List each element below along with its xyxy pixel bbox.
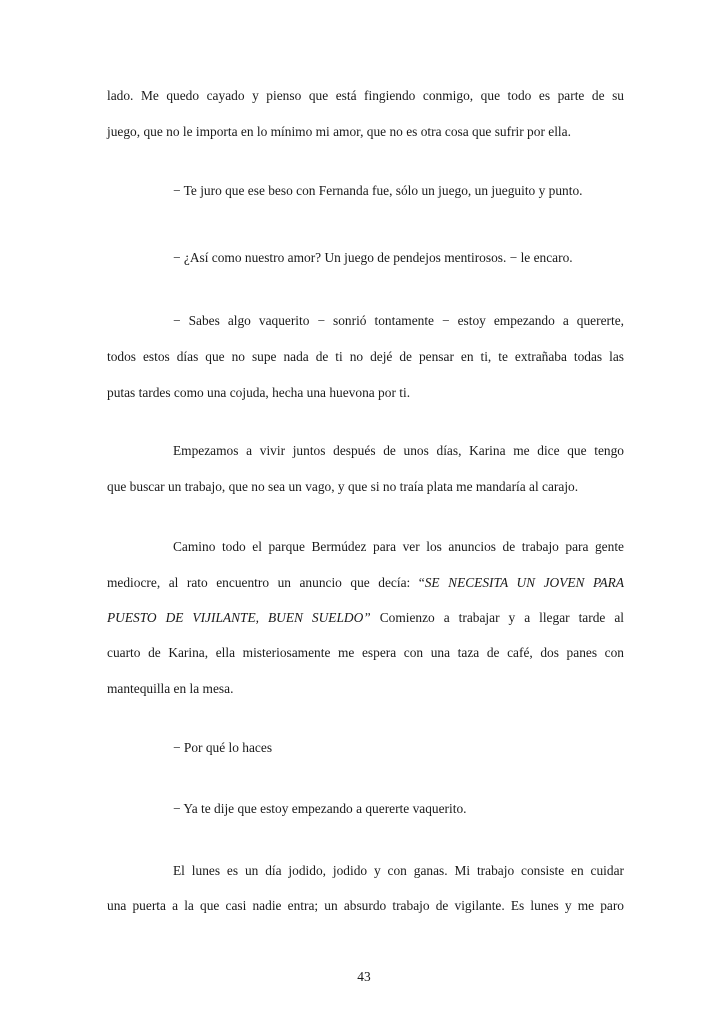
paragraph-4-line-2: todos estos días que no supe nada de ti no dejé de pensar en ti, te extrañaba todas las bbox=[107, 349, 624, 364]
paragraph-9-line-2: una puerta a la que casi nadie entra; un absurdo trabajo de vigilante. Es lunes y me paro bbox=[107, 898, 624, 913]
paragraph-9-line-1: El lunes es un día jodido, jodido y con ganas. Mi trabajo consiste en cuidar bbox=[173, 863, 624, 878]
paragraph-6-line-4: cuarto de Karina, ella misteriosamente me espera con una taza de café, dos panes con bbox=[107, 645, 624, 660]
paragraph-1-line-1: lado. Me quedo cayado y pienso que está fingiendo conmigo, que todo es parte de su bbox=[107, 88, 624, 103]
paragraph-6-line-1: Camino todo el parque Bermúdez para ver los anuncios de trabajo para gente bbox=[173, 539, 624, 554]
paragraph-6-line-2: mediocre, al rato encuentro un anuncio que decía: “SE NECESITA UN JOVEN PARA bbox=[107, 575, 625, 590]
ad-text-italic-2: PUESTO DE VIJILANTE, BUEN SUELDO” bbox=[107, 610, 371, 625]
ad-text-italic-1: SE NECESITA UN JOVEN PARA bbox=[424, 575, 625, 590]
paragraph-6-line-5: mantequilla en la mesa. bbox=[107, 681, 234, 696]
paragraph-1-line-2: juego, que no le importa en lo mínimo mi amor, que no es otra cosa que sufrir por ella. bbox=[107, 124, 571, 139]
paragraph-6-line-3: PUESTO DE VIJILANTE, BUEN SUELDO” Comienzo a trabajar y a llegar tarde al bbox=[107, 610, 624, 625]
paragraph-4-line-3: putas tardes como una cojuda, hecha una huevona por ti. bbox=[107, 385, 411, 400]
paragraph-2-line-1: − Te juro que ese beso con Fernanda fue, sólo un juego, un jueguito y punto. bbox=[173, 183, 583, 198]
paragraph-5-line-1: Empezamos a vivir juntos después de unos días, Karina me dice que tengo bbox=[173, 443, 624, 458]
paragraph-8-line-1: − Ya te dije que estoy empezando a quererte vaquerito. bbox=[173, 801, 467, 816]
page-number: 43 bbox=[357, 969, 371, 984]
paragraph-7-line-1: − Por qué lo haces bbox=[173, 740, 273, 755]
paragraph-4-line-1: − Sabes algo vaquerito − sonrió tontamente − estoy empezando a quererte, bbox=[173, 313, 624, 328]
paragraph-3-line-1: − ¿Así como nuestro amor? Un juego de pendejos mentirosos. − le encaro. bbox=[173, 250, 573, 265]
paragraph-5-line-2: que buscar un trabajo, que no sea un vago, y que si no traía plata me mandaría al carajo. bbox=[107, 479, 579, 494]
